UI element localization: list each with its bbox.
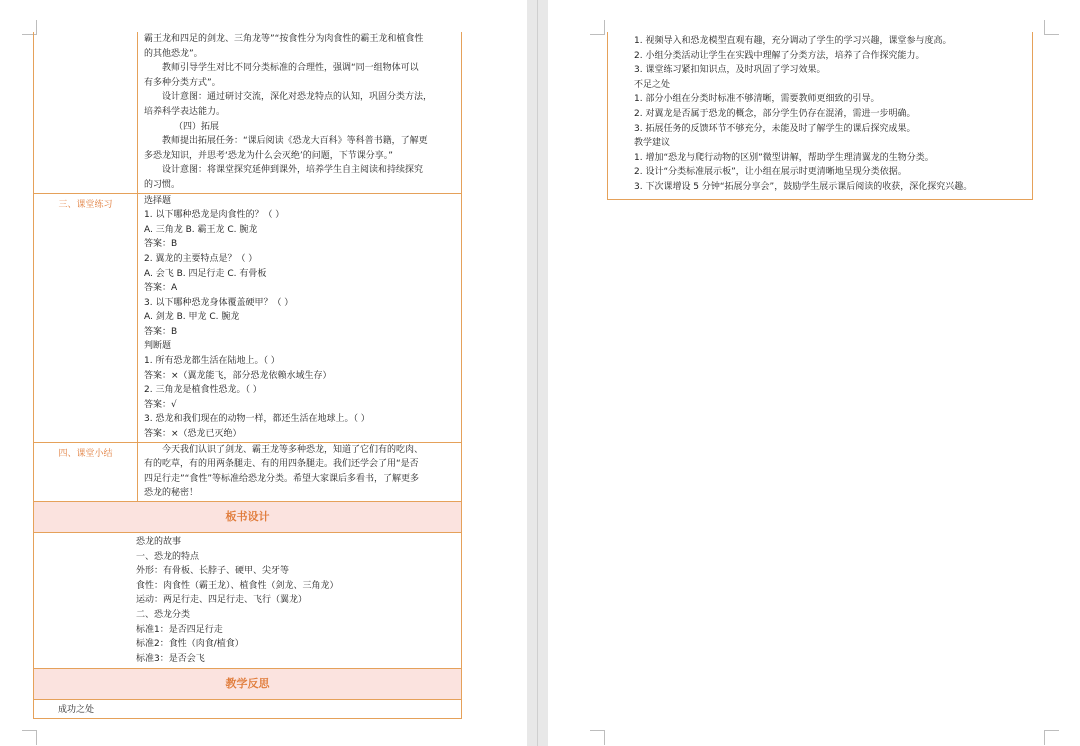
- text-line: 运动：两足行走、四足行走、飞行（翼龙）: [136, 595, 308, 606]
- crop-mark-bottom-left: [590, 730, 605, 745]
- text-line: 2. 对翼龙是否属于恐龙的概念，部分学生仍存在混淆，需进一步明确。: [634, 108, 916, 119]
- text-line: 有的吃草，有的用两条腿走、有的用四条腿走。我们还学会了用“是否: [144, 459, 419, 470]
- text-line: 2. 设计“分类标准展示板”，让小组在展示时更清晰地呈现分类依据。: [634, 167, 907, 178]
- text-line: 有多种分类方式”。: [144, 77, 221, 88]
- reflection-heading: 教学反思: [34, 669, 461, 700]
- text-line: 多恐龙知识，并思考‘恐龙为什么会灭绝’的问题，下节课分享。”: [144, 150, 393, 161]
- text-line: 1. 视频导入和恐龙模型直观有趣，充分调动了学生的学习兴趣，课堂参与度高。: [634, 36, 952, 46]
- summary-label: 四、课堂小结: [34, 443, 138, 501]
- text-line: 答案：B: [144, 239, 178, 250]
- practice-cell: [138, 194, 461, 442]
- page-gutter: [527, 0, 548, 746]
- crop-mark-bottom-left: [22, 730, 37, 745]
- text-line: 二、恐龙分类: [136, 609, 191, 620]
- subheading-suggestions: 教学建议: [634, 138, 671, 149]
- text-line: 1. 增加“恐龙与爬行动物的区别”微型讲解，帮助学生理清翼龙的生物分类。: [634, 152, 934, 163]
- text-line: 设计意图：将课堂探究延伸到课外，培养学生自主阅读和持续探究: [162, 165, 424, 176]
- table-row-process: [34, 32, 461, 194]
- text-line: A. 剑龙 B. 甲龙 C. 腕龙: [144, 312, 240, 323]
- text-line: 答案：B: [144, 326, 178, 337]
- text-line: 2. 三角龙是植食性恐龙。（ ）: [144, 385, 262, 396]
- summary-cell: [138, 443, 461, 501]
- crop-mark-top-right: [1044, 20, 1059, 35]
- text-line: 3. 下次课增设 5 分钟“拓展分享会”，鼓励学生展示课后阅读的收获，深化探究兴趣。: [634, 181, 973, 192]
- table-row-summary: [34, 443, 461, 502]
- text-line: 一、恐龙的特点: [136, 551, 200, 562]
- text-line: 培养科学表达能力。: [144, 106, 226, 117]
- text-line: 答案：A: [144, 283, 178, 294]
- document-page-left: [0, 0, 527, 746]
- reflection-first-line: 成功之处: [34, 700, 461, 719]
- text-line: 3. 拓展任务的反馈环节不够充分，未能及时了解学生的课后探究成果。: [634, 123, 916, 134]
- text-line: 今天我们认识了剑龙、霸王龙等多种恐龙，知道了它们有的吃肉、: [162, 444, 424, 455]
- text-line: 的习惯。: [144, 179, 181, 190]
- text-line: 标准1：是否四足行走: [136, 624, 223, 635]
- text-line: 1. 部分小组在分类时标准不够清晰，需要教师更细致的引导。: [634, 94, 880, 105]
- table-row-practice: [34, 194, 461, 443]
- text-line: 外形：有骨板、长脖子、硬甲、尖牙等: [136, 566, 290, 577]
- text-line: 判断题: [144, 341, 172, 352]
- text-line: 1. 以下哪种恐龙是肉食性的？（ ）: [144, 210, 285, 221]
- text-line: 2. 翼龙的主要特点是？（ ）: [144, 253, 258, 264]
- board-design-cell: [34, 533, 461, 669]
- text-line: 恐龙的故事: [136, 537, 182, 547]
- text-line: A. 三角龙 B. 霸王龙 C. 腕龙: [144, 224, 258, 235]
- text-line: 标准3：是否会飞: [136, 653, 205, 664]
- text-line: 四足行走”“食性”等标准给恐龙分类。希望大家课后多看书，了解更多: [144, 473, 419, 484]
- text-line: 恐龙的秘密！: [144, 488, 199, 499]
- crop-mark-top-left: [590, 20, 605, 35]
- board-design-heading: 板书设计: [34, 502, 461, 533]
- text-line: A. 会飞 B. 四足行走 C. 有骨板: [144, 268, 267, 279]
- text-line: 标准2：食性（肉食/植食）: [136, 639, 244, 650]
- reflection-continued-box: [607, 32, 1033, 200]
- text-line: 的其他恐龙”。: [144, 48, 203, 59]
- text-line: 答案：√: [144, 399, 177, 410]
- text-line: 答案：×（翼龙能飞，部分恐龙依赖水域生存）: [144, 370, 332, 381]
- process-cell: [138, 32, 461, 193]
- text-line: 3. 以下哪种恐龙身体覆盖硬甲？（ ）: [144, 297, 294, 308]
- text-line: 食性：肉食性（霸王龙）、植食性（剑龙、三角龙）: [136, 580, 339, 591]
- text-line: 3. 课堂练习紧扣知识点，及时巩固了学习效果。: [634, 65, 826, 76]
- practice-label: 三、课堂练习: [34, 194, 138, 442]
- text-line: 答案：×（恐龙已灭绝）: [144, 429, 242, 440]
- text-line: 选择题: [144, 195, 172, 206]
- text-line: 1. 所有恐龙都生活在陆地上。（ ）: [144, 356, 280, 367]
- text-line: 教师引导学生对比不同分类标准的合理性，强调“同一组物体可以: [162, 63, 419, 74]
- subheading-shortcomings: 不足之处: [634, 79, 671, 90]
- text-line: 设计意图：通过研讨交流，深化对恐龙特点的认知，巩固分类方法，: [162, 92, 433, 103]
- text-line: 3. 恐龙和我们现在的动物一样，都还生活在地球上。（ ）: [144, 414, 370, 425]
- crop-mark-bottom-right: [1044, 730, 1059, 745]
- lesson-plan-table: [33, 32, 462, 719]
- text-line: 霸王龙和四足的剑龙、三角龙等”“按食性分为肉食性的霸王龙和植食性: [144, 34, 424, 44]
- text-line: 2. 小组分类活动让学生在实践中理解了分类方法，培养了合作探究能力。: [634, 50, 925, 61]
- text-line: 教师提出拓展任务：“课后阅读《恐龙大百科》等科普书籍，了解更: [162, 136, 428, 147]
- subsection-heading: （四）拓展: [174, 121, 220, 132]
